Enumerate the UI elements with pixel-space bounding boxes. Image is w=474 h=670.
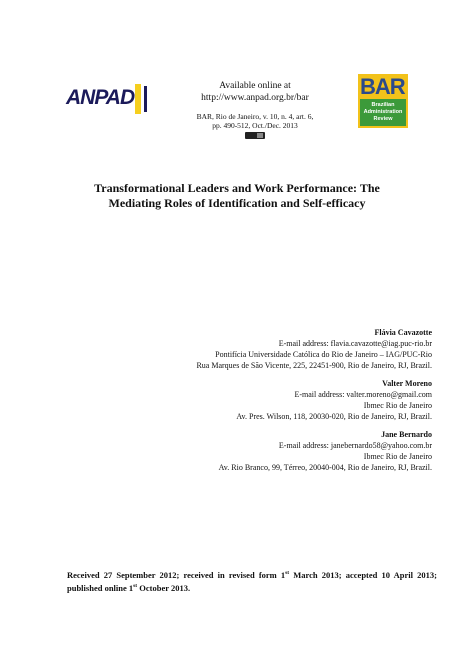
ordinal-suffix: st: [285, 570, 290, 576]
received-text: October 2013.: [137, 582, 191, 593]
bar-logo-line: Brazilian: [371, 102, 395, 108]
journal-header: [180, 80, 330, 141]
author-email: E-mail address: valter.moreno@gmail.com: [294, 390, 432, 399]
anpad-logo-text: ANPAD: [66, 86, 135, 109]
bar-logo: [358, 74, 408, 128]
author-name: Jane Bernardo: [381, 430, 432, 439]
paper-title-line: Transformational Leaders and Work Performance: The: [94, 181, 380, 195]
received-dates: [67, 568, 437, 594]
author-email: E-mail address: flavia.cavazotte@iag.puc-rio.br: [278, 339, 432, 348]
paper-title: [70, 181, 404, 211]
author-affiliation: Ibmec Rio de Janeiro: [363, 452, 432, 461]
author-block: [72, 378, 432, 422]
author-block: [72, 429, 432, 473]
anpad-logo-yellow-bar: [135, 84, 141, 114]
author-address: Av. Rio Branco, 99, Térreo, 20040-004, Rio de Janeiro, RJ, Brazil.: [218, 463, 432, 472]
received-text: March 2013; accepted 10 April 2013; published online 1: [67, 569, 438, 593]
citation-line: BAR, Rio de Janeiro, v. 10, n. 4, art. 6,: [196, 112, 314, 121]
paper-title-line: Mediating Roles of Identification and Self-efficacy: [108, 196, 366, 210]
author-list: [72, 327, 432, 480]
journal-url[interactable]: http://www.anpad.org.br/bar: [201, 93, 309, 103]
citation-line: pp. 490-512, Oct./Dec. 2013: [212, 121, 298, 130]
anpad-logo: [66, 84, 154, 118]
received-text: Received 27 September 2012; received in revised form 1: [67, 569, 286, 580]
author-affiliation: Pontifícia Universidade Católica do Rio de Janeiro – IAG/PUC-Rio: [215, 350, 432, 359]
author-address: Rua Marques de São Vicente, 225, 22451-900, Rio de Janeiro, RJ, Brazil.: [196, 361, 432, 370]
bar-logo-line: Review: [373, 116, 393, 122]
citation-info: [180, 112, 330, 141]
author-name: Valter Moreno: [382, 379, 432, 388]
author-address: Av. Pres. Wilson, 118, 20030-020, Rio de Janeiro, RJ, Brazil.: [236, 412, 432, 421]
available-online-text: Available online at: [219, 81, 291, 91]
author-block: [72, 327, 432, 371]
bar-logo-title: BAR: [360, 74, 405, 99]
cc-by-icon: [245, 132, 265, 139]
bar-logo-subtitle: [360, 99, 406, 126]
bar-logo-line: Administration: [363, 109, 403, 115]
author-email: E-mail address: janebernardo58@yahoo.com.br: [278, 441, 432, 450]
author-name: Flávia Cavazotte: [374, 328, 432, 337]
anpad-logo-blue-bar: [144, 86, 147, 112]
ordinal-suffix: st: [133, 582, 138, 589]
author-affiliation: Ibmec Rio de Janeiro: [363, 401, 432, 410]
